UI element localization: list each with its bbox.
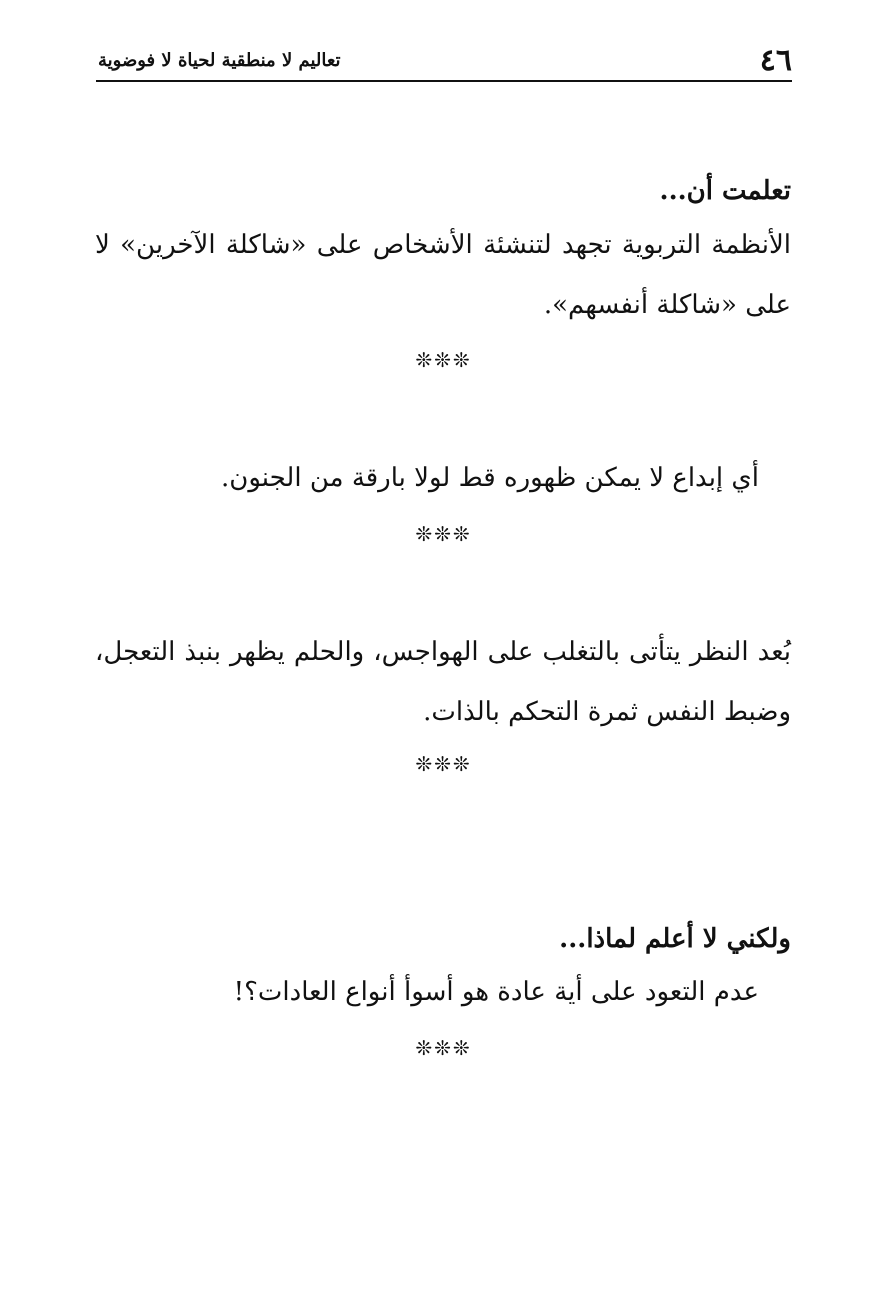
separator-stars: ❊❊❊ [415,348,472,372]
paragraph-education-systems: الأنظمة التربوية تجهد لتنشئة الأشخاص على «شاكلة الآخرين» لا على «شاكلة أنفسهم». [95,230,791,320]
section-heading-dont-know: ولكني لا أعلم لماذا... [559,924,791,954]
separator-stars: ❊❊❊ [415,1036,472,1060]
separator-stars: ❊❊❊ [415,752,472,776]
page-header [96,40,792,82]
paragraph-habits: عدم التعود على أية عادة هو أسوأ أنواع العادات؟! [233,977,759,1007]
section-heading-learned: تعلمت أن... [659,176,791,206]
separator-stars: ❊❊❊ [415,522,472,546]
paragraph-creativity: أي إبداع لا يمكن ظهوره قط لولا بارقة من الجنون. [221,463,759,493]
page-number: ٤٦ [759,43,792,78]
paragraph-foresight: بُعد النظر يتأتى بالتغلب على الهواجس، والحلم يظهر بنبذ التعجل، وضبط النفس ثمرة التحكم بالذات. [95,637,791,727]
running-title: تعاليم لا منطقية لحياة لا فوضوية [98,50,341,71]
